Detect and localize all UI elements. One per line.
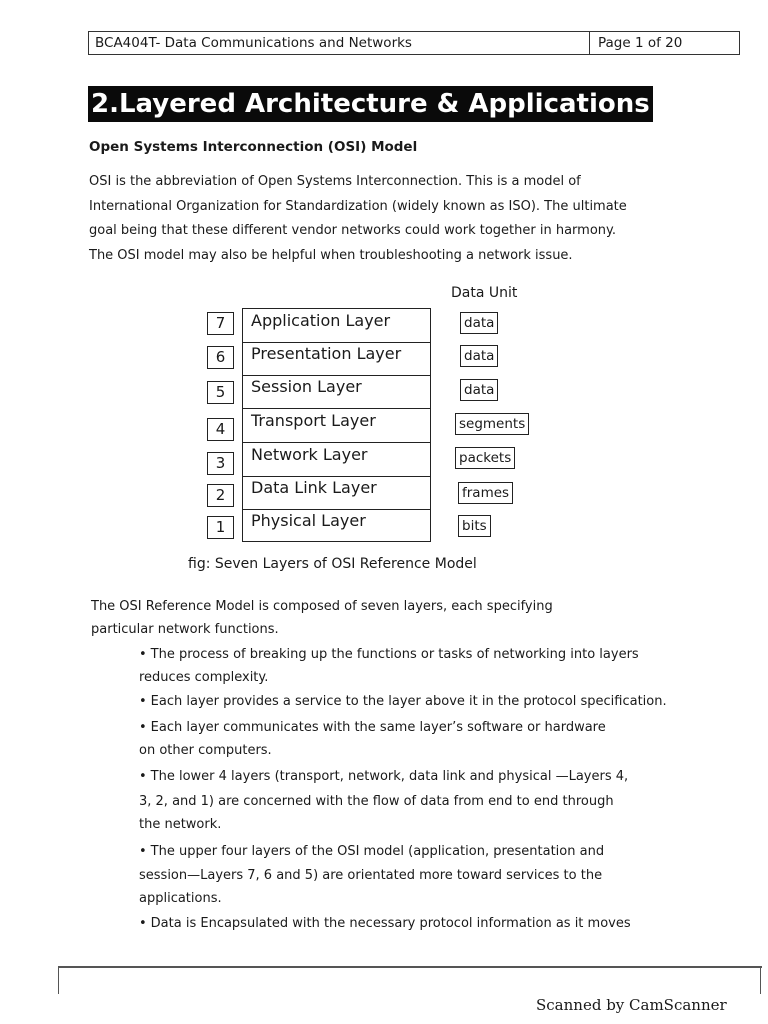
list-item: • The lower 4 layers (transport, network, data link and physical —Layers 4, xyxy=(139,769,629,784)
layer-transport: Transport Layer xyxy=(243,409,430,443)
chapter-title: 2.Layered Architecture & Applications xyxy=(88,86,653,122)
scanner-watermark: Scanned by CamScanner xyxy=(536,996,727,1014)
data-unit-4: segments xyxy=(455,413,529,435)
body-line: particular network functions. xyxy=(91,622,279,637)
body-line: The OSI Reference Model is composed of seven layers, each specifying xyxy=(91,599,553,614)
list-item: • The upper four layers of the OSI model (application, presentation and xyxy=(139,844,605,859)
page-number: Page 1 of 20 xyxy=(598,35,683,51)
intro-paragraph xyxy=(89,170,709,268)
layer-presentation: Presentation Layer xyxy=(243,342,430,376)
footer-rule xyxy=(58,966,762,968)
list-item-continuation: the network. xyxy=(139,817,222,832)
data-unit-7: data xyxy=(460,312,498,334)
intro-line: goal being that these different vendor networks could work together in harmony. xyxy=(89,223,617,238)
data-unit-5: data xyxy=(460,379,498,401)
body-paragraph xyxy=(91,595,553,641)
section-heading: Open Systems Interconnection (OSI) Model xyxy=(89,139,418,155)
osi-layer-stack xyxy=(242,308,431,542)
layer-number-5: 5 xyxy=(207,381,234,404)
layer-number-2: 2 xyxy=(207,484,234,507)
bullet-icon: • xyxy=(139,647,147,662)
layer-number-4: 4 xyxy=(207,418,234,441)
layer-session: Session Layer xyxy=(243,375,430,409)
layer-number-7: 7 xyxy=(207,312,234,335)
data-unit-6: data xyxy=(460,345,498,367)
layer-physical: Physical Layer xyxy=(251,511,366,530)
footer-left-border xyxy=(58,966,59,994)
course-title: BCA404T- Data Communications and Networks xyxy=(89,32,590,54)
intro-line: OSI is the abbreviation of Open Systems Interconnection. This is a model of xyxy=(89,174,581,189)
list-item: • Each layer communicates with the same layer’s software or hardware xyxy=(139,720,606,735)
data-unit-heading: Data Unit xyxy=(451,285,518,301)
layer-number-3: 3 xyxy=(207,452,234,475)
bullet-icon: • xyxy=(139,720,147,735)
bullet-icon: • xyxy=(139,844,147,859)
layer-application: Application Layer xyxy=(243,309,430,343)
list-item: • Data is Encapsulated with the necessary protocol information as it moves xyxy=(139,916,631,931)
list-item-continuation: 3, 2, and 1) are concerned with the flow of data from end to end through xyxy=(139,794,614,809)
list-item: • The process of breaking up the functions or tasks of networking into layers xyxy=(139,647,639,662)
intro-line: International Organization for Standardization (widely known as ISO). The ultimate xyxy=(89,198,627,214)
data-unit-1: bits xyxy=(458,515,491,537)
list-item-continuation: applications. xyxy=(139,891,222,906)
bullet-icon: • xyxy=(139,916,147,931)
layer-number-1: 1 xyxy=(207,516,234,539)
list-item-continuation: session—Layers 7, 6 and 5) are orientated more toward services to the xyxy=(139,868,603,883)
data-unit-2: frames xyxy=(458,482,513,504)
list-item-continuation: on other computers. xyxy=(139,743,272,758)
bullet-icon: • xyxy=(139,769,147,784)
list-item: • Each layer provides a service to the layer above it in the protocol specification. xyxy=(139,694,667,709)
bullet-icon: • xyxy=(139,694,147,709)
layer-data-link: Data Link Layer xyxy=(243,476,430,510)
figure-caption: fig: Seven Layers of OSI Reference Model xyxy=(188,556,477,572)
list-item-continuation: reduces complexity. xyxy=(139,670,269,685)
intro-line: The OSI model may also be helpful when troubleshooting a network issue. xyxy=(89,247,573,263)
page-header xyxy=(88,31,740,55)
layer-network: Network Layer xyxy=(243,443,430,477)
layer-number-6: 6 xyxy=(207,346,234,369)
footer-right-border xyxy=(760,966,761,994)
data-unit-3: packets xyxy=(455,447,515,469)
